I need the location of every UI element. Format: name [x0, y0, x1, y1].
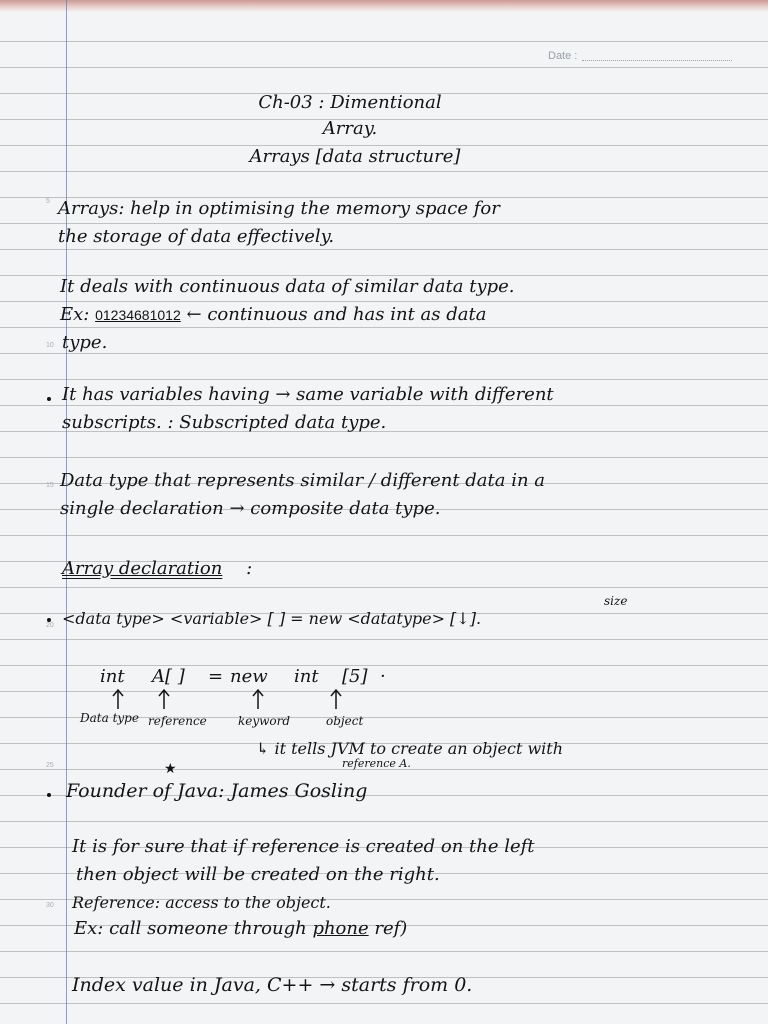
- reference-line-1: It is for sure that if reference is created on the left: [72, 836, 535, 857]
- definition-line-2: the storage of data effectively.: [58, 226, 335, 247]
- up-arrow-icon: [158, 688, 170, 710]
- index-note: Index value in Java, C++ → starts from 0.: [72, 974, 473, 996]
- margin-number: 5: [46, 198, 50, 205]
- reference-line-4-phone: phone: [312, 918, 369, 939]
- margin-number: 30: [46, 902, 54, 909]
- composite-line-2: single declaration → composite data type.: [60, 498, 441, 519]
- example-rest: continuous and has int as data: [207, 304, 487, 325]
- example-label: Ex:: [60, 304, 90, 325]
- example-int: int: [100, 666, 125, 687]
- title-line-3: Arrays [data structure]: [249, 146, 461, 167]
- continuous-line-3: type.: [62, 332, 108, 353]
- example-size: [5]: [342, 666, 368, 687]
- founder-text: Founder of Java: James Gosling: [66, 780, 368, 802]
- margin-number: 10: [46, 342, 54, 349]
- star-icon: ★: [164, 761, 177, 777]
- bullet-icon: [47, 618, 51, 622]
- continuous-line-1: It deals with continuous data of similar data type.: [60, 276, 515, 297]
- bullet-icon: [47, 793, 51, 797]
- reference-line-3: Reference: access to the object.: [72, 893, 331, 912]
- margin-number: 25: [46, 762, 54, 769]
- label-data-type: Data type: [80, 711, 139, 725]
- bullet-icon: [47, 397, 51, 401]
- declaration-syntax: <data type> <variable> [ ] = new <datatype> [↓].: [62, 609, 482, 628]
- title-line-2: Array.: [322, 118, 378, 139]
- jvm-note-line-2: reference A.: [342, 757, 411, 770]
- example-reference: A[ ]: [152, 666, 185, 687]
- reference-line-2: then object will be created on the right.: [76, 864, 440, 885]
- date-line: [582, 60, 732, 61]
- label-keyword: keyword: [238, 714, 291, 728]
- example-equals: =: [208, 666, 224, 687]
- example-value: 01234681012: [95, 307, 181, 323]
- title-line-1: Ch-03 : Dimentional: [258, 92, 442, 113]
- date-label: Date :: [548, 50, 578, 62]
- composite-line-1: Data type that represents similar / different data in a: [60, 470, 546, 491]
- left-arrow-icon: ←: [186, 304, 202, 325]
- definition-line-1: Arrays: help in optimising the memory space for: [58, 198, 500, 219]
- declaration-heading-colon: :: [246, 558, 253, 579]
- declaration-heading: Array declaration: [62, 558, 223, 579]
- up-arrow-icon: [112, 688, 124, 710]
- reference-line-4-pre: Ex: call someone through: [74, 918, 307, 939]
- label-reference: reference: [148, 714, 207, 728]
- subscripts-line-1: It has variables having → same variable with different: [62, 384, 554, 405]
- jvm-note-line-1: ↳ it tells JVM to create an object with: [256, 739, 563, 758]
- subscripts-line-2: subscripts. : Subscripted data type.: [62, 412, 387, 433]
- example-int-2: int: [294, 666, 319, 687]
- reference-line-4-post: ref): [374, 918, 408, 939]
- margin-number: 20: [46, 622, 54, 629]
- up-arrow-icon: [330, 688, 342, 710]
- label-object: object: [326, 714, 364, 728]
- example-new: new: [230, 666, 268, 687]
- size-label: size: [604, 594, 628, 608]
- up-arrow-icon: [252, 688, 264, 710]
- example-dot: ·: [380, 666, 386, 687]
- page-top-edge: [0, 0, 768, 12]
- margin-number: 15: [46, 482, 54, 489]
